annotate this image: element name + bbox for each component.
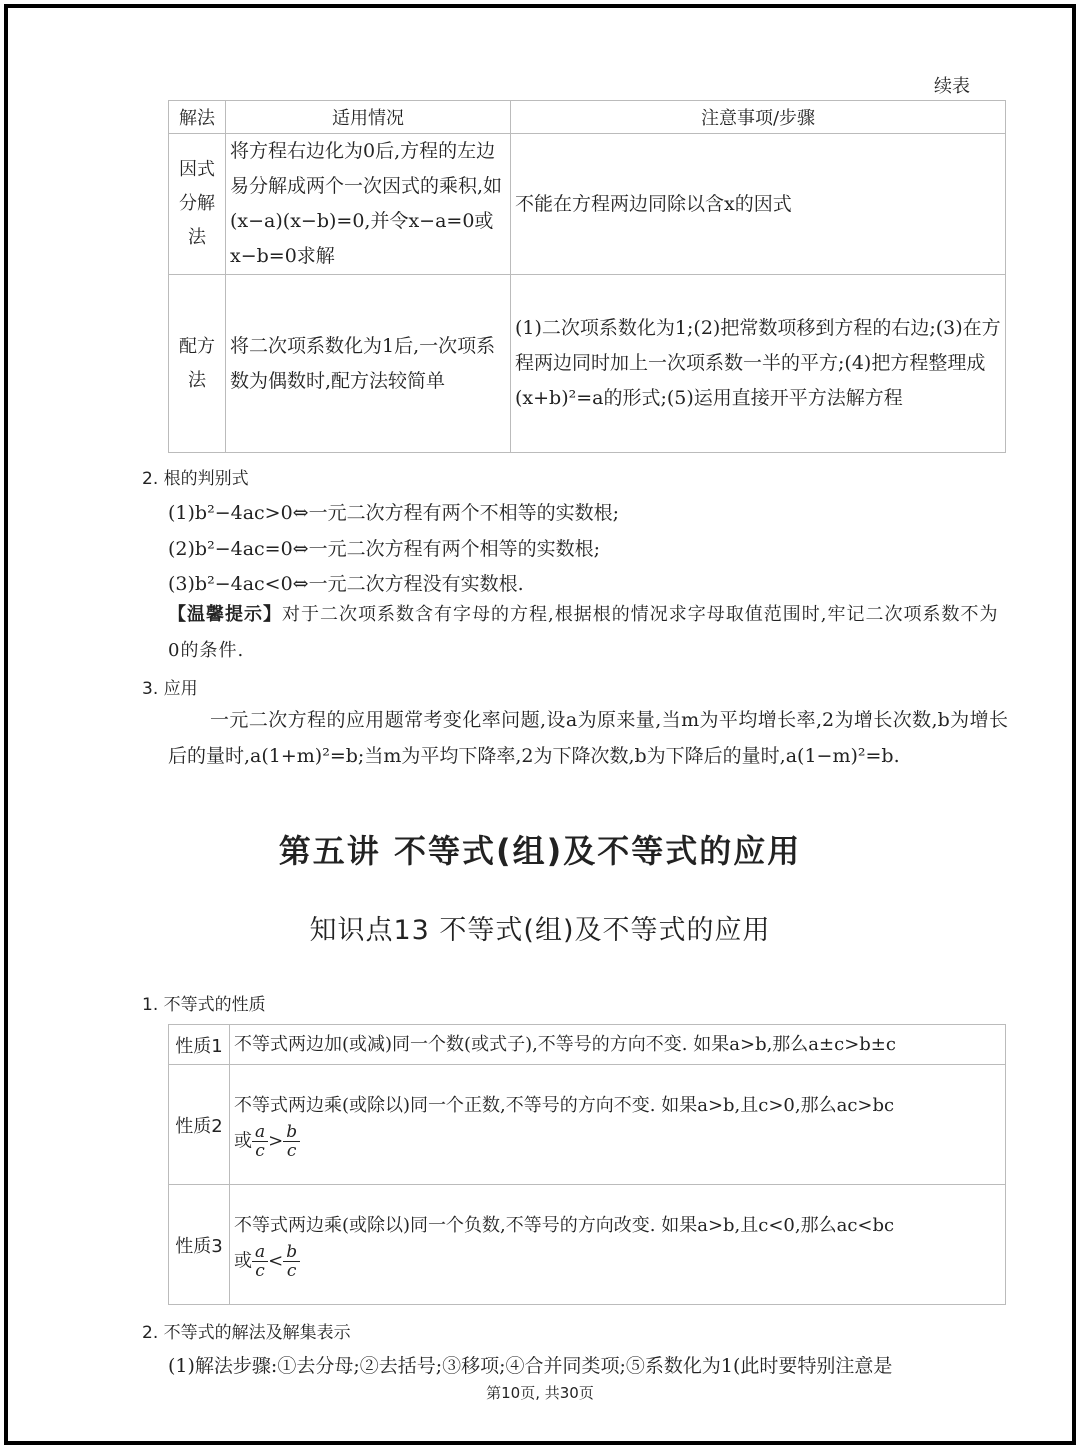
section-title-properties: 1. 不等式的性质 xyxy=(142,995,266,1015)
table-row xyxy=(169,1065,1006,1185)
tip-label: 【温馨提示】 xyxy=(168,604,282,625)
method-notes: (1)二次项系数化为1;(2)把常数项移到方程的右边;(3)在方程两边同时加上一次项系数一半的平方;(4)把方程整理成(x+b)²=a的形式;(5)运用直接开平方法解方程 xyxy=(511,275,1006,453)
header-condition: 适用情况 xyxy=(226,101,511,134)
discriminant-line-3: (3)b²−4ac<0⇔一元二次方程没有实数根. xyxy=(168,573,524,595)
property-text: 不等式两边乘(或除以)同一个负数,不等号的方向改变. 如果a>b,且c<0,那么ac<bc xyxy=(234,1215,895,1236)
tip-text: 对于二次项系数含有字母的方程,根据根的情况求字母取值范围时,牢记二次项系数不为0的条件. xyxy=(168,604,999,661)
knowledge-title: 知识点13 不等式(组)及不等式的应用 xyxy=(309,915,771,946)
continued-label: 续表 xyxy=(934,76,970,97)
method-name: 因式分解法 xyxy=(169,134,226,275)
discriminant-line-1: (1)b²−4ac>0⇔一元二次方程有两个不相等的实数根; xyxy=(168,502,620,524)
relation-sign: < xyxy=(268,1250,284,1272)
section-title-application: 3. 应用 xyxy=(142,679,198,699)
property-name: 性质1 xyxy=(169,1025,230,1065)
property-fraction-line xyxy=(234,1123,1001,1160)
lecture-title: 第五讲 不等式(组)及不等式的应用 xyxy=(278,832,802,870)
section-title-solving: 2. 不等式的解法及解集表示 xyxy=(142,1323,351,1343)
application-text: 一元二次方程的应用题常考变化率问题,设a为原来量,当m为平均增长率,2为增长次数,b为增长后的量时,a(1+m)²=b;当m为平均下降率,2为下降次数,b为下降后的量时,a(1−m)²=b. xyxy=(168,709,1008,767)
solving-line-1: (1)解法步骤:①去分母;②去括号;③移项;④合并同类项;⑤系数化为1(此时要特别注意是 xyxy=(168,1355,893,1377)
property-text: 不等式两边乘(或除以)同一个正数,不等号的方向不变. 如果a>b,且c>0,那么ac>bc xyxy=(234,1095,895,1116)
fraction-a-over-c: $\frac{a}{c}$ xyxy=(252,1123,268,1160)
table-header-row xyxy=(169,101,1006,134)
or-label: 或 xyxy=(234,1130,252,1152)
fraction-b-over-c: $\frac{b}{c}$ xyxy=(283,1243,300,1280)
method-condition: 将方程右边化为0后,方程的左边易分解成两个一次因式的乘积,如(x−a)(x−b)=0,并令x−a=0或x−b=0求解 xyxy=(226,134,511,275)
property-name: 性质2 xyxy=(169,1065,230,1185)
property-name: 性质3 xyxy=(169,1185,230,1305)
property-text: 不等式两边加(或减)同一个数(或式子),不等号的方向不变. 如果a>b,那么a±c>b±c xyxy=(230,1025,1006,1065)
property-cell xyxy=(230,1185,1006,1305)
method-condition: 将二次项系数化为1后,一次项系数为偶数时,配方法较简单 xyxy=(226,275,511,453)
fraction-b-over-c: $\frac{b}{c}$ xyxy=(283,1123,300,1160)
properties-table xyxy=(168,1024,1006,1305)
methods-table xyxy=(168,100,1006,453)
property-cell xyxy=(230,1065,1006,1185)
table-row xyxy=(169,1025,1006,1065)
or-label: 或 xyxy=(234,1250,252,1272)
table-row xyxy=(169,275,1006,453)
property-fraction-line xyxy=(234,1243,1001,1280)
fraction-a-over-c: $\frac{a}{c}$ xyxy=(252,1243,268,1280)
header-method: 解法 xyxy=(169,101,226,134)
header-notes: 注意事项/步骤 xyxy=(511,101,1006,134)
discriminant-line-2: (2)b²−4ac=0⇔一元二次方程有两个相等的实数根; xyxy=(168,538,601,560)
relation-sign: > xyxy=(268,1130,284,1152)
method-notes: 不能在方程两边同除以含x的因式 xyxy=(511,134,1006,275)
page-number: 第10页, 共30页 xyxy=(486,1384,594,1402)
tip-block xyxy=(168,597,1008,669)
method-name: 配方法 xyxy=(169,275,226,453)
table-row xyxy=(169,1185,1006,1305)
section-title-discriminant: 2. 根的判别式 xyxy=(142,469,249,489)
table-row xyxy=(169,134,1006,275)
